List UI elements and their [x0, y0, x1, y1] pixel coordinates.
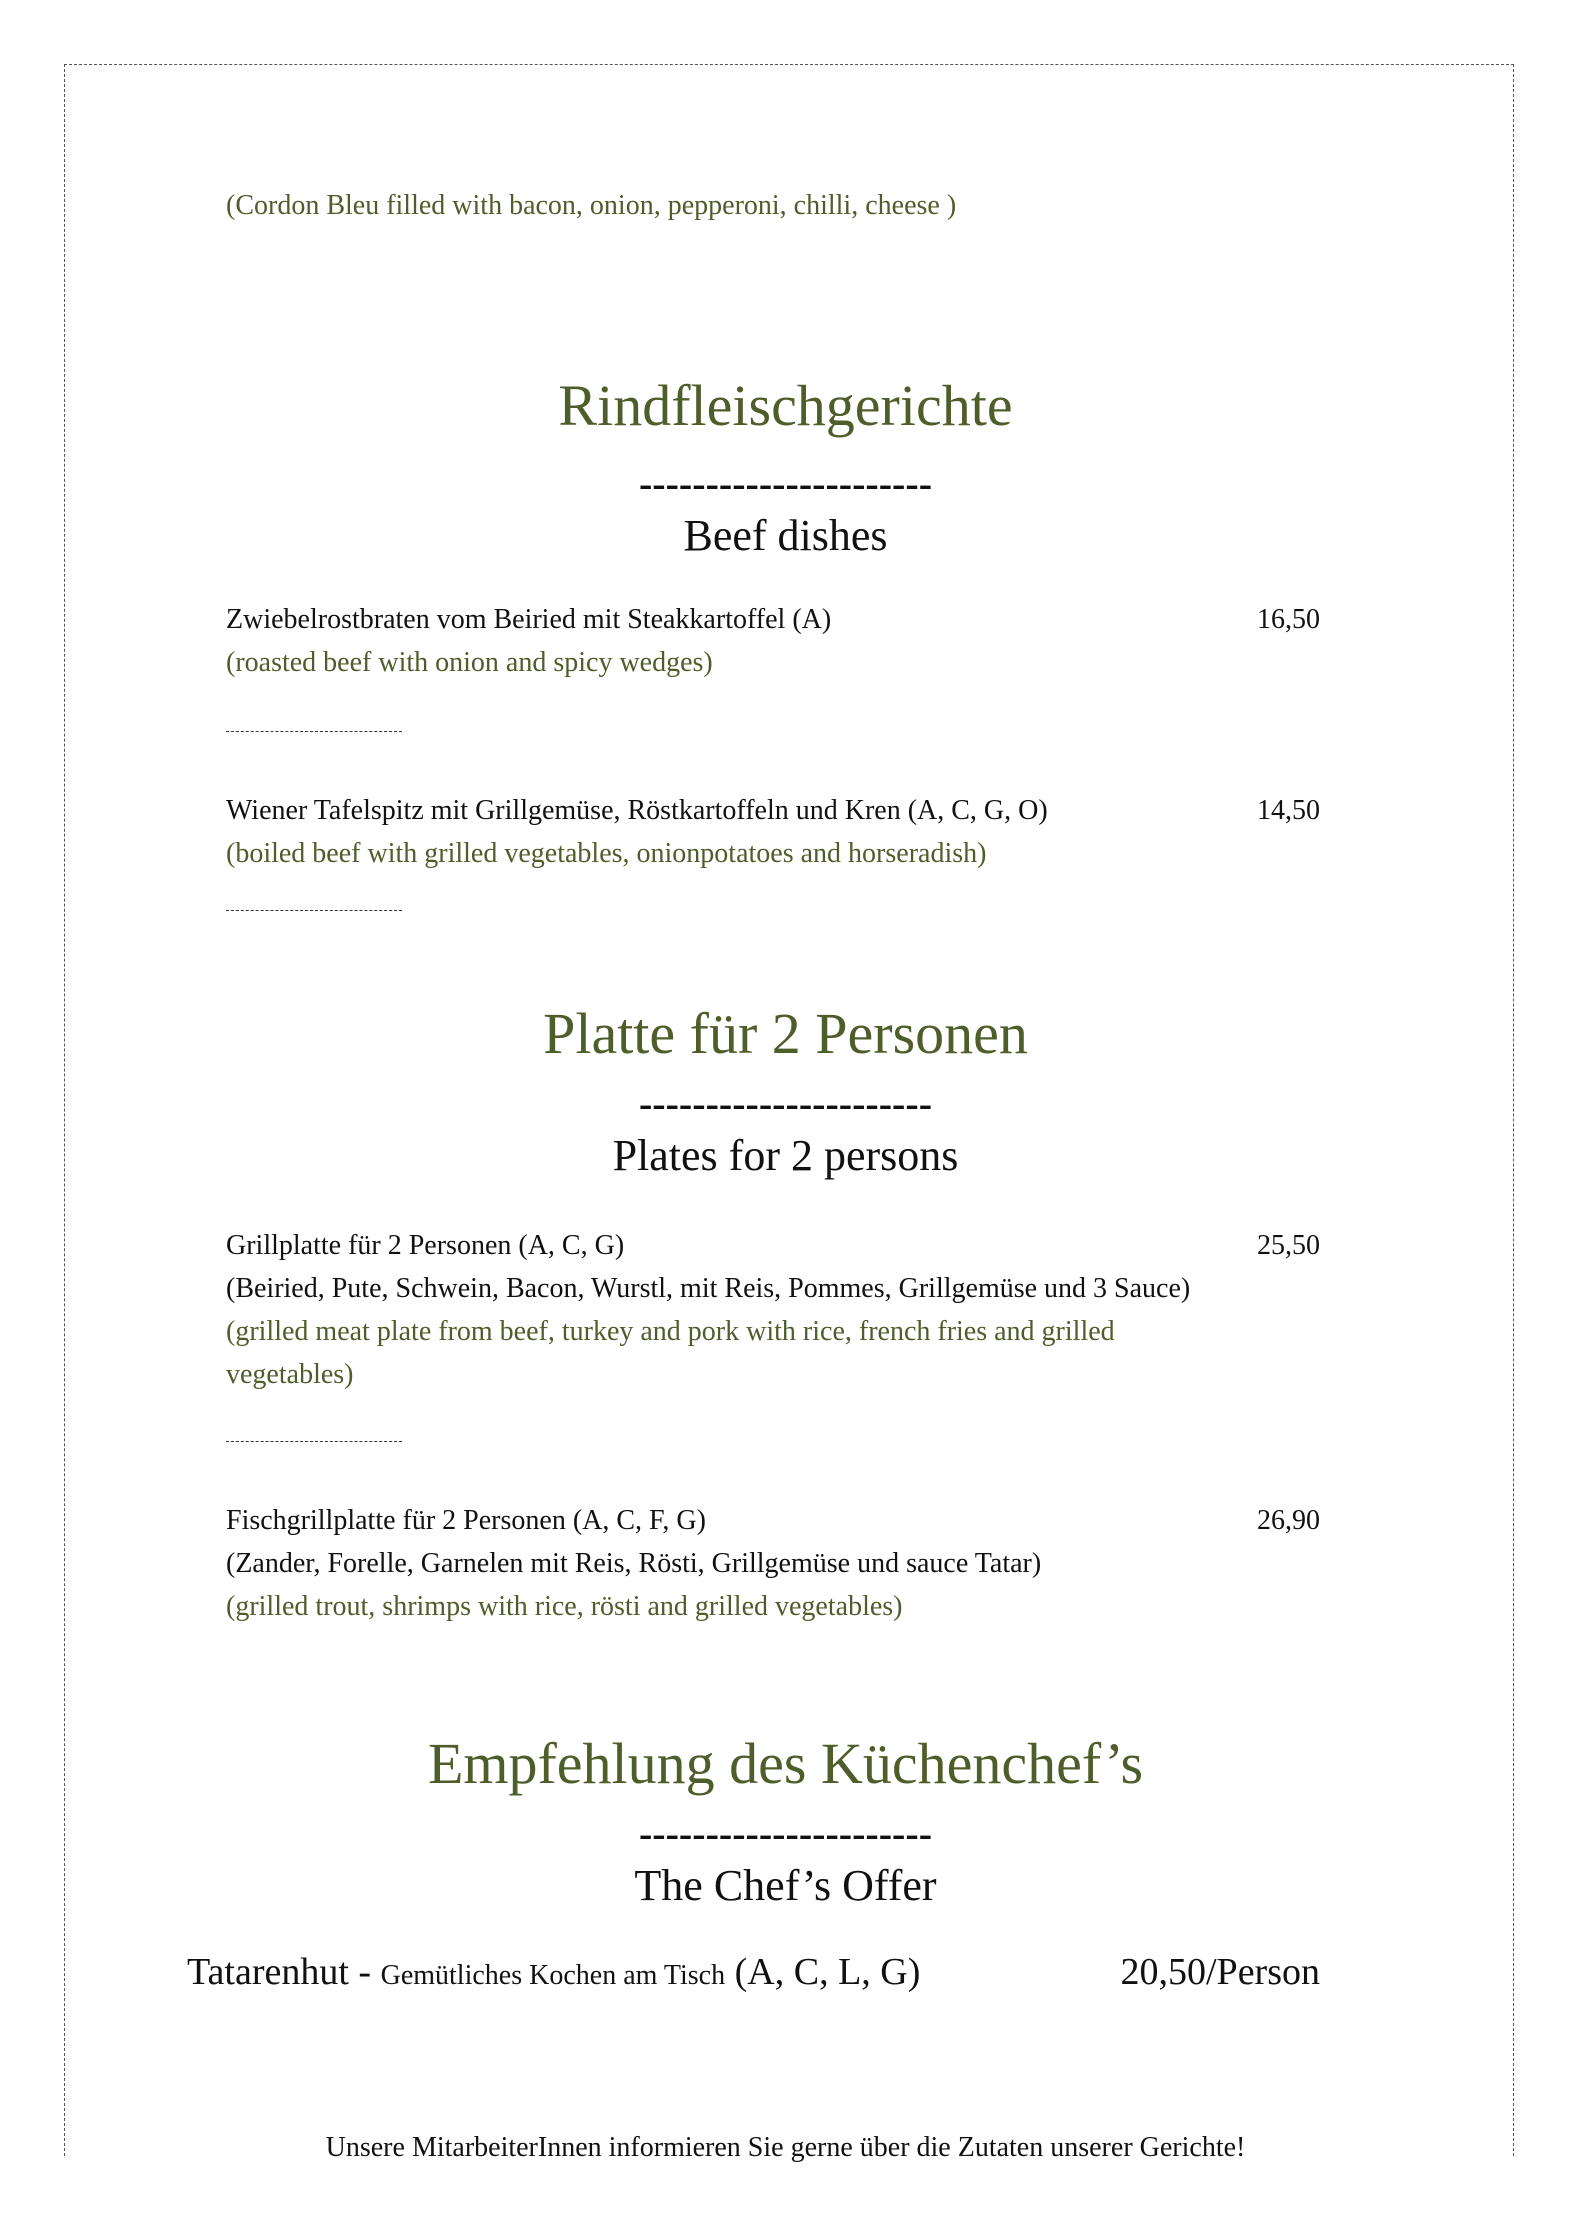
- section-divider-beef: ----------------------: [638, 461, 933, 506]
- chef-offer-note: Gemütliches Kochen am Tisch: [380, 1960, 726, 1991]
- section-subtitle-beef: Beef dishes: [683, 511, 888, 560]
- menu-item-name: Grillplatte für 2 Personen (A, C, G): [226, 1230, 625, 1261]
- section-divider-chef: ----------------------: [638, 1811, 933, 1856]
- menu-item-description: (roasted beef with onion and spicy wedges): [226, 647, 713, 678]
- chef-offer-item: [187, 1950, 920, 1994]
- menu-item-name: Zwiebelrostbraten vom Beiried mit Steakkartoffel (A): [226, 604, 832, 635]
- menu-item-price: 25,50: [1257, 1230, 1320, 1261]
- menu-item-price: 26,90: [1257, 1505, 1320, 1536]
- menu-item-detail: (Zander, Forelle, Garnelen mit Reis, Rösti, Grillgemüse und sauce Tatar): [226, 1548, 1042, 1579]
- menu-item-name: Fischgrillplatte für 2 Personen (A, C, F, G): [226, 1505, 706, 1536]
- menu-item-description: vegetables): [226, 1359, 354, 1390]
- item-separator: [226, 910, 402, 911]
- menu-item-description: (grilled trout, shrimps with rice, rösti and grilled vegetables): [226, 1591, 903, 1622]
- section-subtitle-chef: The Chef’s Offer: [634, 1861, 937, 1910]
- cordon-bleu-description: (Cordon Bleu filled with bacon, onion, pepperoni, chilli, cheese ): [226, 190, 957, 221]
- menu-item-name: Wiener Tafelspitz mit Grillgemüse, Röstkartoffeln und Kren (A, C, G, O): [226, 795, 1048, 826]
- section-title-chef: Empfehlung des Küchenchef’s: [427, 1731, 1144, 1796]
- allergen-info-footer: Unsere MitarbeiterInnen informieren Sie gerne über die Zutaten unserer Gerichte!: [325, 2132, 1246, 2163]
- chef-offer-allergens: (A, C, L, G): [725, 1951, 921, 1993]
- item-separator: [226, 1441, 402, 1442]
- menu-item-description: (boiled beef with grilled vegetables, onionpotatoes and horseradish): [226, 838, 987, 869]
- menu-item-price: 14,50: [1257, 795, 1320, 826]
- menu-item-description: (grilled meat plate from beef, turkey and pork with rice, french fries and grilled: [226, 1316, 1115, 1347]
- menu-item-detail: (Beiried, Pute, Schwein, Bacon, Wurstl, mit Reis, Pommes, Grillgemüse und 3 Sauce): [226, 1273, 1191, 1304]
- chef-offer-name: Tatarenhut -: [187, 1951, 381, 1993]
- chef-offer-price: 20,50/Person: [1120, 1951, 1320, 1993]
- section-divider-plates: ----------------------: [638, 1081, 933, 1126]
- item-separator: [226, 731, 402, 732]
- section-subtitle-plates: Plates for 2 persons: [612, 1131, 959, 1180]
- section-title-plates: Platte für 2 Personen: [543, 1001, 1028, 1066]
- section-title-beef: Rindfleischgerichte: [558, 373, 1013, 438]
- menu-item-price: 16,50: [1257, 604, 1320, 635]
